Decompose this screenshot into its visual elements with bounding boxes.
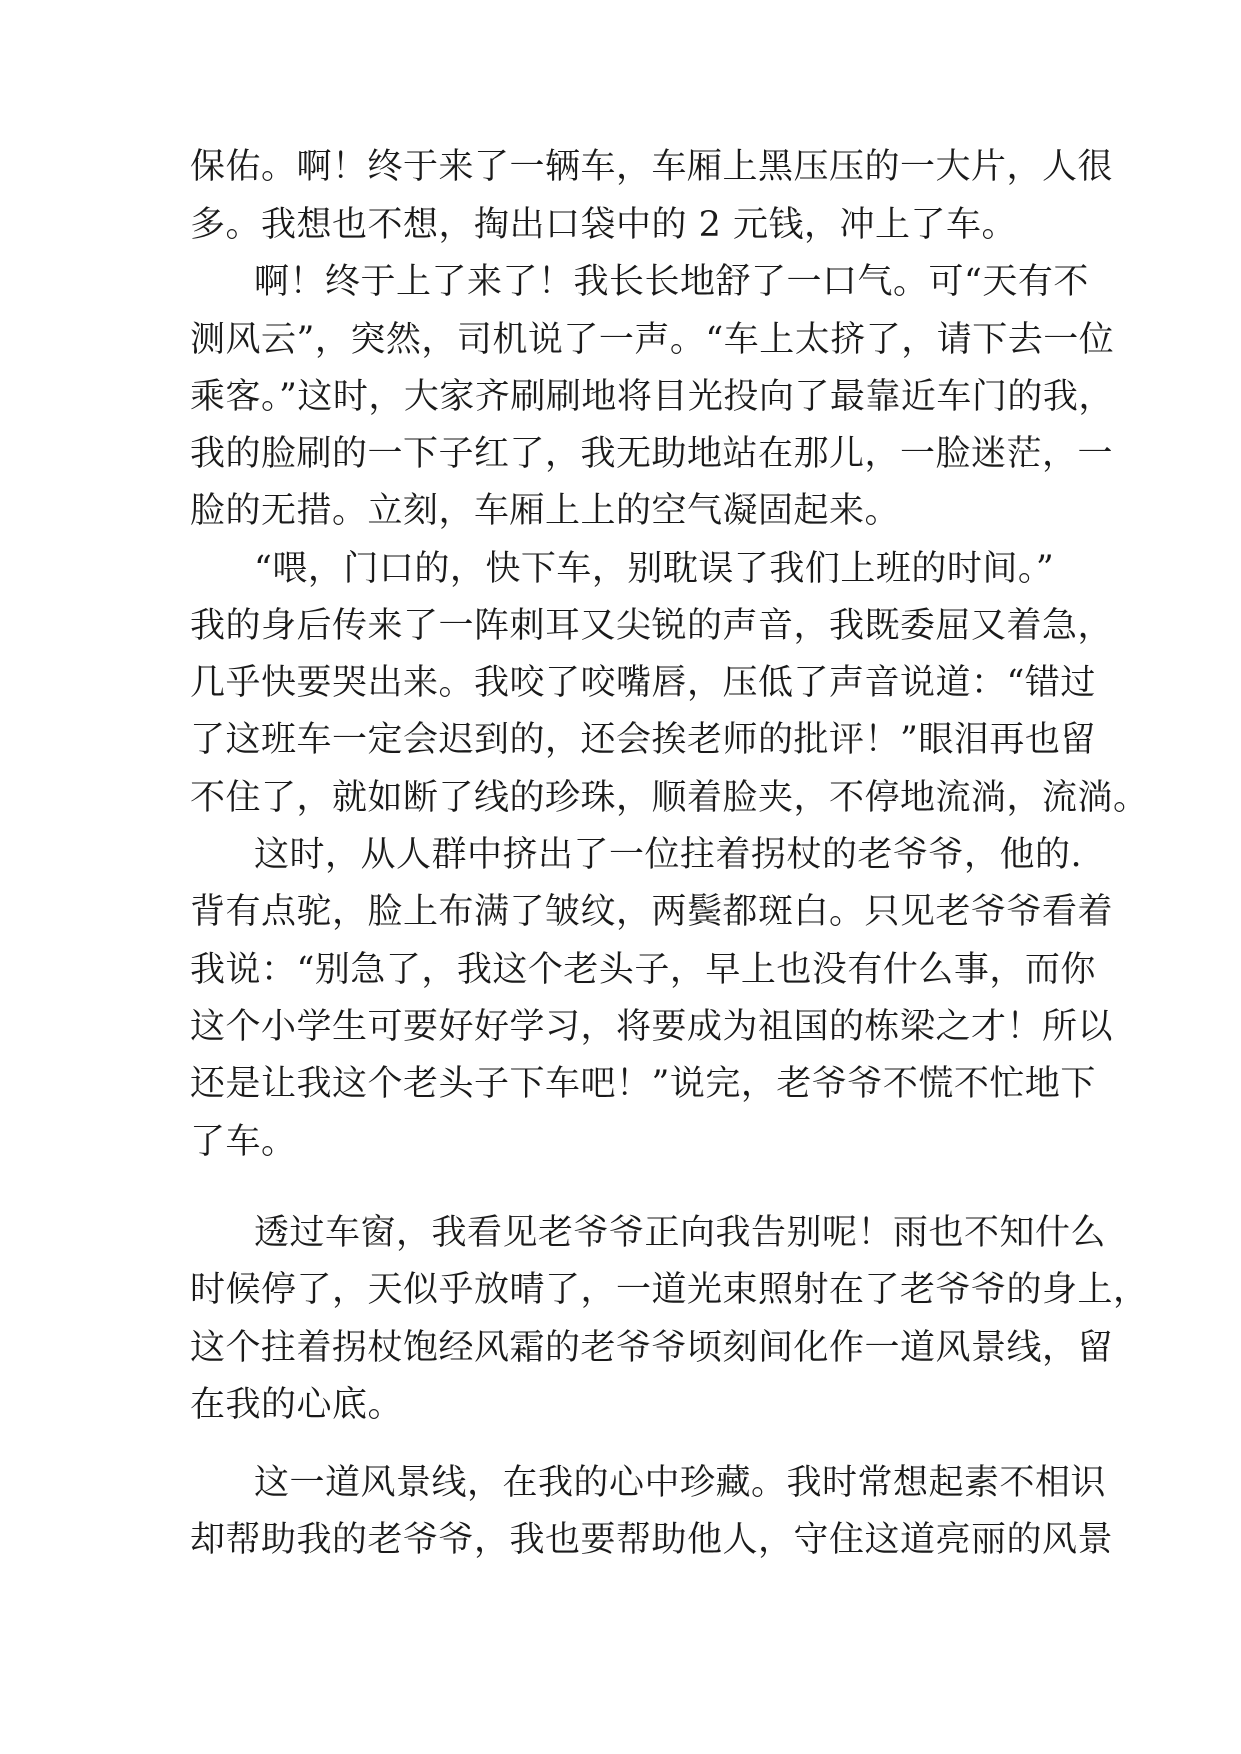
text-line: 保佑。啊！终于来了一辆车，车厢上黑压压的一大片，人很 (190, 147, 1114, 187)
text-line: 我的身后传来了一阵刺耳又尖锐的声音，我既委屈又着急， (190, 606, 1114, 646)
text-line: 在我的心底。 (190, 1385, 404, 1425)
text-line: 我的脸刷的一下子红了，我无助地站在那儿，一脸迷茫，一 (190, 434, 1114, 474)
text-line: 这时，从人群中挤出了一位拄着拐杖的老爷爷，他的. (254, 835, 1083, 875)
text-line: 乘客。”这时，大家齐刷刷地将目光投向了最靠近车门的我， (190, 377, 1114, 417)
text-line: 透过车窗，我看见老爷爷正向我告别呢！雨也不知什么 (254, 1213, 1107, 1253)
text-line: 了这班车一定会迟到的，还会挨老师的批评！”眼泪再也留 (190, 720, 1096, 760)
text-line: 我说：“别急了，我这个老头子，早上也没有什么事，而你 (190, 950, 1096, 990)
text-line: 测风云”，突然，司机说了一声。“车上太挤了，请下去一位 (190, 320, 1115, 360)
text-line: 背有点驼，脸上布满了皱纹，两鬓都斑白。只见老爷爷看着 (190, 892, 1114, 932)
text-line: 时候停了，天似乎放晴了，一道光束照射在了老爷爷的身上， (190, 1270, 1149, 1310)
text-line: 这个小学生可要好好学习，将要成为祖国的栋梁之才！所以 (190, 1007, 1114, 1047)
text-line: 了车。 (190, 1122, 297, 1162)
text-line: 还是让我这个老头子下车吧！”说完，老爷爷不慌不忙地下 (190, 1064, 1096, 1104)
text-line: 脸的无措。立刻，车厢上上的空气凝固起来。 (190, 491, 901, 531)
text-line: 不住了，就如断了线的珍珠，顺着脸夹，不停地流淌，流淌。 (190, 778, 1149, 818)
text-line: “喂，门口的，快下车，别耽误了我们上班的时间。” (254, 549, 1055, 589)
text-line: 却帮助我的老爷爷，我也要帮助他人，守住这道亮丽的风景 (190, 1520, 1114, 1560)
text-line: 这个拄着拐杖饱经风霜的老爷爷顷刻间化作一道风景线，留 (190, 1328, 1114, 1368)
text-line: 多。我想也不想，掏出口袋中的 2 元钱，冲上了车。 (190, 205, 1018, 245)
text-line: 啊！终于上了来了！我长长地舒了一口气。可“天有不 (254, 262, 1089, 302)
text-line: 几乎快要哭出来。我咬了咬嘴唇，压低了声音说道：“错过 (190, 663, 1096, 703)
text-line: 这一道风景线，在我的心中珍藏。我时常想起素不相识 (254, 1463, 1107, 1503)
